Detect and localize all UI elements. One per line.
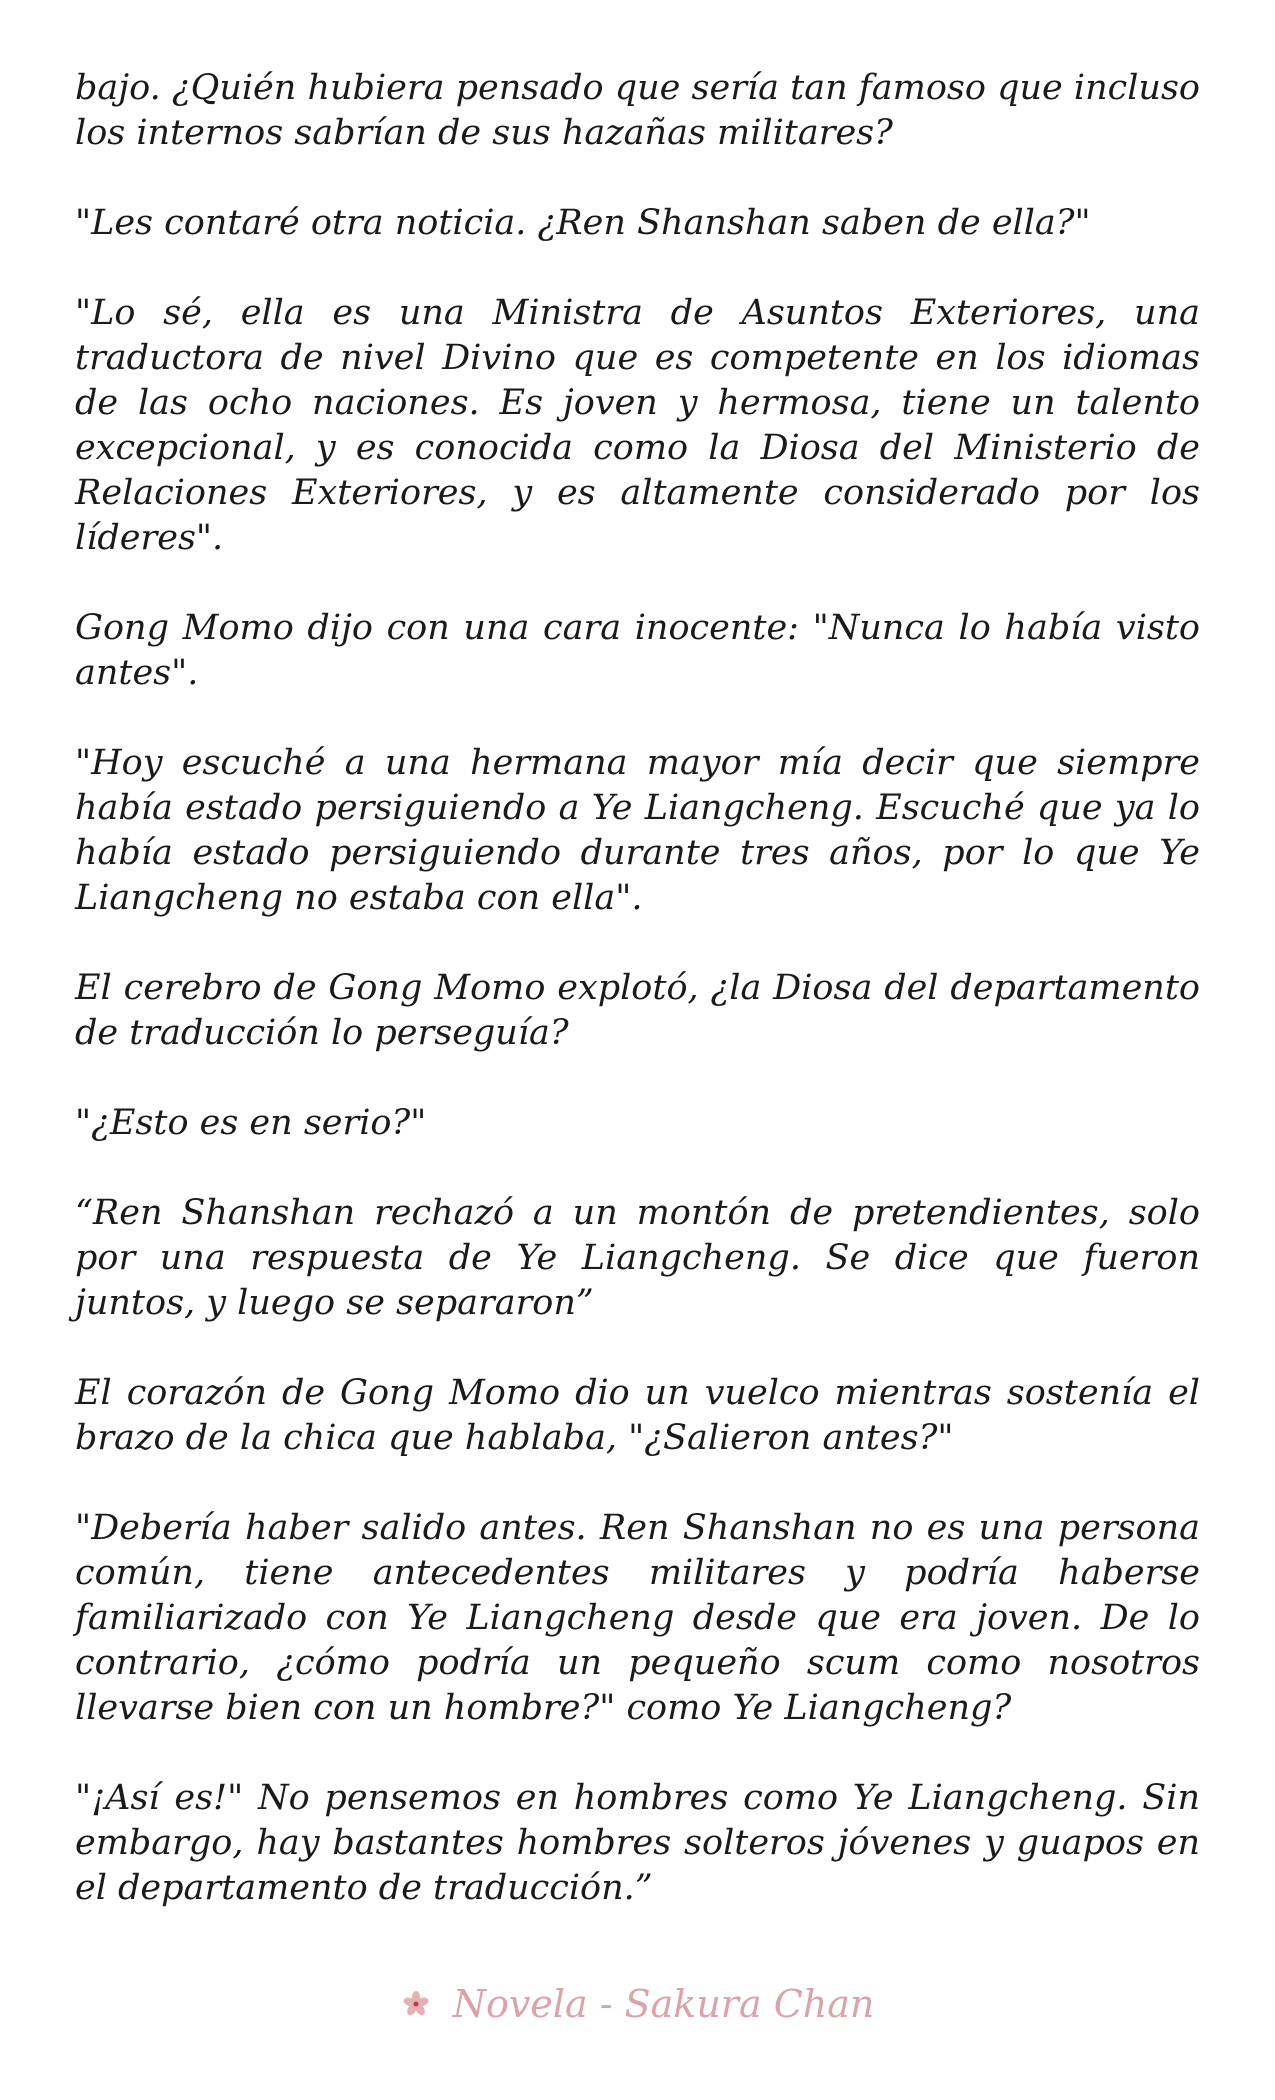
paragraph: “Ren Shanshan rechazó a un montón de pretendientes, solo por una respuesta de Ye Liangcheng. Se dice que fueron juntos, y luego se separaron” <box>75 1193 1200 1323</box>
watermark <box>0 1982 1275 2026</box>
watermark-text: Novela - Sakura Chan <box>452 1982 875 2026</box>
paragraph: "Les contaré otra noticia. ¿Ren Shanshan saben de ella?" <box>75 203 1091 243</box>
document-body <box>75 66 1200 1911</box>
paragraph: Gong Momo dijo con una cara inocente: "Nunca lo había visto antes". <box>75 608 1200 693</box>
paragraph: "¡Así es!" No pensemos en hombres como Ye Liangcheng. Sin embargo, hay bastantes hombres solteros jóvenes y guapos en el departamento de traducción.” <box>75 1778 1200 1908</box>
paragraph: "Lo sé, ella es una Ministra de Asuntos Exteriores, una traductora de nivel Divino que es competente en los idiomas de las ocho naciones. Es joven y hermosa, tiene un talento excepcional, y es conocida como la Diosa del Ministerio de Relaciones Exteriores, y es altamente considerado por los líderes". <box>75 293 1200 558</box>
sakura-flower-icon <box>401 1989 431 2019</box>
paragraph: El cerebro de Gong Momo explotó, ¿la Diosa del departamento de traducción lo perseguía? <box>75 968 1200 1053</box>
paragraph: "¿Esto es en serio?" <box>75 1103 427 1143</box>
paragraph: El corazón de Gong Momo dio un vuelco mientras sostenía el brazo de la chica que hablaba, "¿Salieron antes?" <box>75 1373 1200 1458</box>
paragraph: "Hoy escuché a una hermana mayor mía decir que siempre había estado persiguiendo a Ye Liangcheng. Escuché que ya lo había estado persiguiendo durante tres años, por lo que Ye Liangcheng no estaba con ella". <box>75 743 1200 918</box>
paragraph: "Debería haber salido antes. Ren Shanshan no es una persona común, tiene antecedentes militares y podría haberse familiarizado con Ye Liangcheng desde que era joven. De lo contrario, ¿cómo podría un pequeño scum como nosotros llevarse bien con un hombre?" como Ye Liangcheng? <box>75 1508 1200 1728</box>
paragraph: bajo. ¿Quién hubiera pensado que sería tan famoso que incluso los internos sabrían de sus hazañas militares? <box>75 68 1200 153</box>
